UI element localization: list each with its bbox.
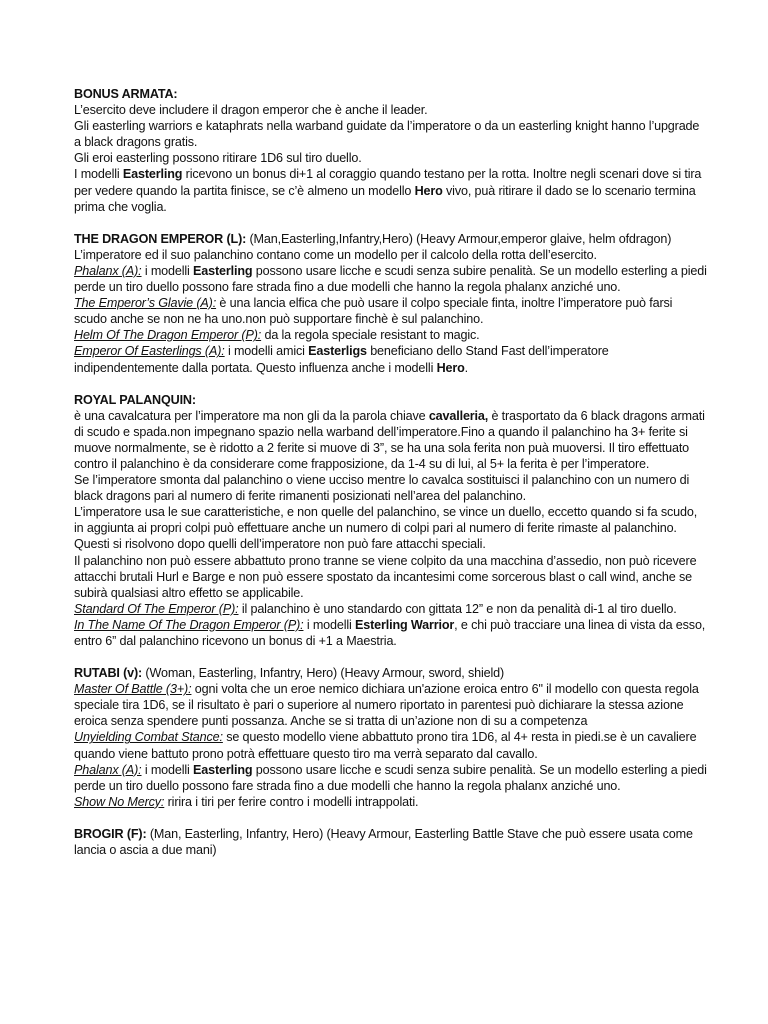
paragraph: Il palanchino non può essere abbattuto prono tranne se viene colpito da una macchina d’assedio, non può ricevere attacchi brutali Hurl e Barge e non può essere spostato da incantesimi come sorcerous blast o call wind, anche se subirà qualsiasi altro effetto se applicabile. bbox=[74, 553, 697, 600]
keyword: Easterling bbox=[122, 167, 183, 182]
text: I modelli bbox=[74, 167, 123, 182]
rule-name: Emperor Of Easterlings (A): bbox=[74, 344, 225, 359]
rule-standard bbox=[74, 601, 708, 617]
text: possono usare licche e scudi senza subire penalità. Se un modello esterling a piedi perde un tiro duello possono fare strada fino a due modelli che hanno la regola phalanx anziché uno. bbox=[74, 762, 707, 793]
section-title: THE DRAGON EMPEROR (L): bbox=[74, 231, 247, 246]
text: è una cavalcatura per l’imperatore ma non gli da la parola chiave bbox=[74, 408, 429, 423]
section-royal-palanquin bbox=[74, 392, 708, 650]
keyword: Easterling bbox=[193, 263, 253, 278]
profile-desc: (Woman, Easterling, Infantry, Hero) (Heavy Armour, sword, shield) bbox=[142, 666, 505, 681]
section-title: BROGIR (F): bbox=[74, 826, 147, 841]
text: se questo modello viene abbattuto prono tira 1D6, al 4+ resta in piedi.se è un cavaliere quando viene battuto prono potrà effettuare questo tiro ma verrà separato dal cavallo. bbox=[74, 730, 697, 761]
paragraph: Gli eroi easterling possono ritirare 1D6 sul tiro duello. bbox=[74, 151, 362, 166]
paragraph bbox=[74, 408, 708, 472]
section-title: RUTABI (v): bbox=[74, 666, 143, 681]
text: possono usare licche e scudi senza subire penalità. Se un modello esterling a piedi perde un tiro duello possono fare strada fino a due modelli che hanno la regola phalanx anziché uno. bbox=[74, 263, 707, 295]
text: i modelli bbox=[141, 263, 194, 278]
rule-name: In The Name Of The Dragon Emperor (P): bbox=[74, 617, 304, 632]
section-title: BONUS ARMATA: bbox=[74, 87, 178, 101]
rule-name: Unyielding Combat Stance: bbox=[74, 730, 223, 745]
rule-name: Master Of Battle (3+): bbox=[74, 682, 192, 697]
text: ricevono un bonus di+1 al coraggio quando testano per la rotta. Inoltre negli scenari dove si tira per vedere quando la partita finisce, se c’è almeno un modello bbox=[74, 167, 702, 198]
profile-line bbox=[74, 231, 708, 247]
paragraph bbox=[74, 166, 708, 214]
text: ririra i tiri per ferire contro i modelli intrappolati. bbox=[164, 794, 419, 809]
profile-line bbox=[74, 665, 708, 681]
rule-master-of-battle bbox=[74, 681, 708, 729]
text: vivo, puà ritirare il dado se lo scenario termina prima che voglia. bbox=[74, 183, 696, 214]
paragraph: Gli easterling warriors e kataphrats nella warband guidate da l’imperatore o da un easterling knight hanno l’upgrade a black dragons gratis. bbox=[74, 119, 700, 150]
paragraph: Se l’imperatore smonta dal palanchino o viene ucciso mentre lo cavalca sostituisci il palanchino con un numero di black dragons pari al numero di ferite rimanenti posizionati nell’area del palanchino. bbox=[74, 473, 690, 504]
text: ogni volta che un eroe nemico dichiara un'azione eroica entro 6" il modello con questa regola speciale tira 1D6, se il risultato è pari o superiore al numero riportato in parentesi può dichiarare la stessa azione eroica senza spendere punti possanza. Anche se si tratta di un’azione non di su a competenza bbox=[74, 682, 699, 729]
paragraph: L’imperatore ed il suo palanchino contano come un modello per il calcolo della rotta dell’esercito. bbox=[74, 247, 597, 262]
text: è trasportato da 6 black dragons armati di scudo e spada.non impegnano spazio nella warband dell’imperatore.Fino a quando il palanchino ha 3+ ferite si muove normalmente, se è ridotto a 2 ferite si muove di 3”, se ha una sola ferita non puà muoversi. Il tiro effettuato contro il palanchino è da considerare come frapposizione, da 1-4 su di lui, al 5+ la ferita è per l’imperatore. bbox=[74, 408, 705, 471]
rule-show-no-mercy bbox=[74, 794, 708, 810]
section-title: ROYAL PALANQUIN: bbox=[74, 392, 196, 407]
rule-phalanx bbox=[74, 762, 708, 794]
keyword: Hero bbox=[414, 183, 443, 198]
rule-unyielding bbox=[74, 729, 708, 761]
text: , e chi può tracciare una linea di vista da esso, entro 6” dal palanchino ricevono un bonus di +1 a Maestria. bbox=[74, 617, 706, 648]
rule-name: Helm Of The Dragon Emperor (P): bbox=[74, 328, 262, 343]
keyword: Easterligs bbox=[308, 344, 367, 359]
section-bonus-armata bbox=[74, 86, 708, 215]
text: il palanchino è uno standardo con gittata 12” e non da penalità di-1 al tiro duello. bbox=[238, 601, 677, 616]
text: . bbox=[464, 360, 469, 375]
rule-name: Show No Mercy: bbox=[74, 794, 165, 809]
rule-in-the-name bbox=[74, 617, 708, 649]
section-brogir bbox=[74, 826, 708, 858]
paragraph: L’imperatore usa le sue caratteristiche, e non quelle del palanchino, se vince un duello, eccetto quando si fa scudo, in aggiunta ai propri colpi può effettuare anche un numero di colpi pari al numero di ferite rimaste al palanchino. Questi si risolvono dopo quelli dell’imperatore non può fare attacchi speciali. bbox=[74, 505, 698, 552]
rule-emperor-of-easterlings bbox=[74, 343, 708, 375]
keyword: Hero bbox=[436, 360, 465, 375]
text: i modelli bbox=[303, 617, 356, 632]
keyword: Esterling Warrior bbox=[355, 617, 455, 632]
text: i modelli bbox=[141, 762, 194, 777]
text: beneficiano dello Stand Fast dell’imperatore indipendentemente dalla portata. Questo influenza anche i modelli bbox=[74, 344, 609, 375]
profile-line bbox=[74, 826, 708, 858]
profile-desc: (Man, Easterling, Infantry, Hero) (Heavy Armour, Easterling Battle Stave che può essere usata come lancia o ascia a due mani) bbox=[74, 826, 693, 858]
rule-helm bbox=[74, 327, 708, 343]
rule-glaive bbox=[74, 295, 708, 327]
rule-name: The Emperor’s Glavie (A): bbox=[74, 296, 217, 311]
section-rutabi bbox=[74, 665, 708, 810]
profile-desc: (Man,Easterling,Infantry,Hero) (Heavy Armour,emperor glaive, helm ofdragon) bbox=[246, 231, 672, 246]
text: da la regola speciale resistant to magic. bbox=[261, 328, 480, 343]
paragraph: L’esercito deve includere il dragon emperor che è anche il leader. bbox=[74, 103, 428, 118]
text: i modelli amici bbox=[224, 344, 309, 359]
rule-name: Phalanx (A): bbox=[74, 762, 142, 777]
keyword: Easterling bbox=[193, 762, 253, 777]
text: è una lancia elfica che può usare il colpo speciale finta, inoltre l’imperatore può farsi scudo anche se non ne ha uno.non può supportare finchè è sul palanchino. bbox=[74, 296, 673, 327]
section-dragon-emperor bbox=[74, 231, 708, 376]
rule-phalanx bbox=[74, 263, 708, 295]
rule-name: Phalanx (A): bbox=[74, 263, 142, 278]
rule-name: Standard Of The Emperor (P): bbox=[74, 601, 239, 616]
keyword: cavalleria, bbox=[428, 408, 489, 423]
